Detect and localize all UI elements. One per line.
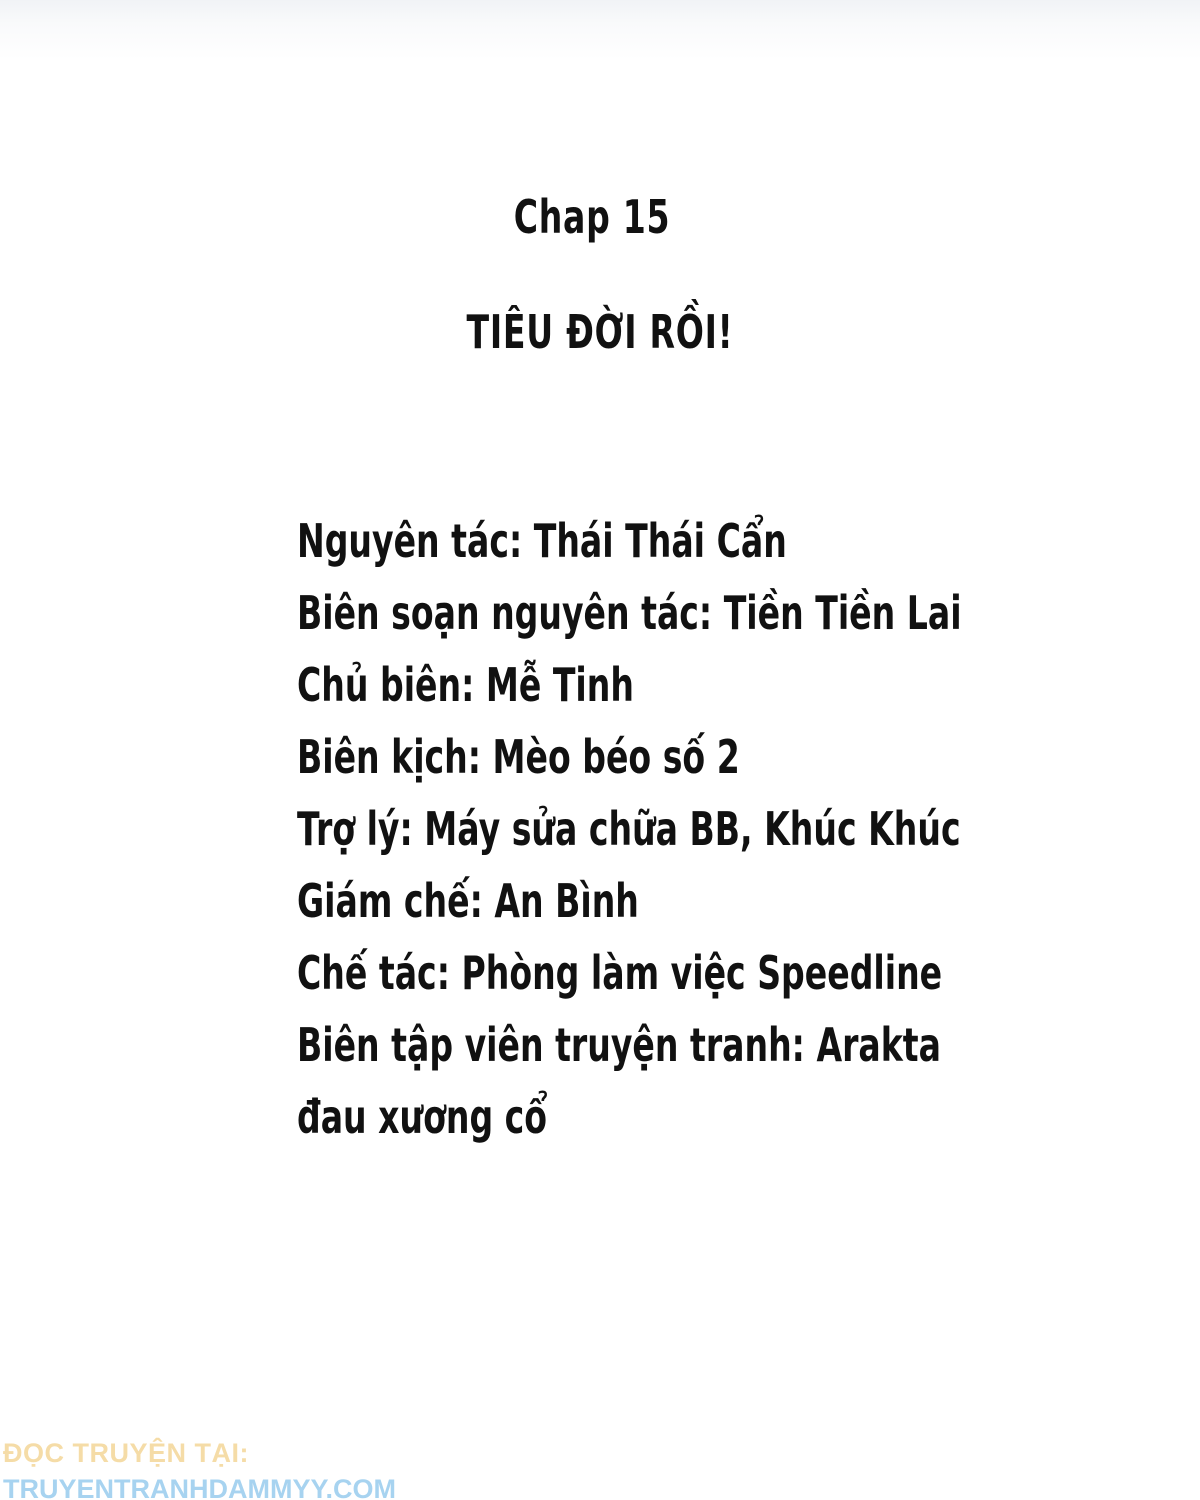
site-watermark — [3, 1435, 396, 1500]
watermark-read-at: ĐỌC TRUYỆN TẠI: — [3, 1438, 249, 1468]
credit-original-editor: Biên soạn nguyên tác: Tiền Tiền Lai — [297, 586, 962, 640]
credit-comic-editor-continued: đau xương cổ — [297, 1090, 548, 1144]
watermark-site-url: TRUYENTRANHDAMMYY.COM — [3, 1474, 396, 1500]
credit-comic-editor: Biên tập viên truyện tranh: Arakta — [297, 1018, 941, 1072]
chapter-number: Chap 15 — [513, 190, 671, 244]
credit-production: Chế tác: Phòng làm việc Speedline — [297, 946, 943, 1000]
credits-list — [297, 505, 974, 1153]
credit-screenwriter: Biên kịch: Mèo béo số 2 — [297, 730, 740, 784]
credit-original-author: Nguyên tác: Thái Thái Cẩn — [297, 514, 787, 568]
top-fade — [0, 0, 1200, 60]
credit-assistants: Trợ lý: Máy sửa chữa BB, Khúc Khúc — [297, 802, 961, 856]
credit-chief-editor: Chủ biên: Mễ Tinh — [297, 658, 634, 712]
chapter-title: TIÊU ĐỜI RỒI! — [466, 305, 734, 359]
credit-supervisor: Giám chế: An Bình — [297, 874, 639, 928]
